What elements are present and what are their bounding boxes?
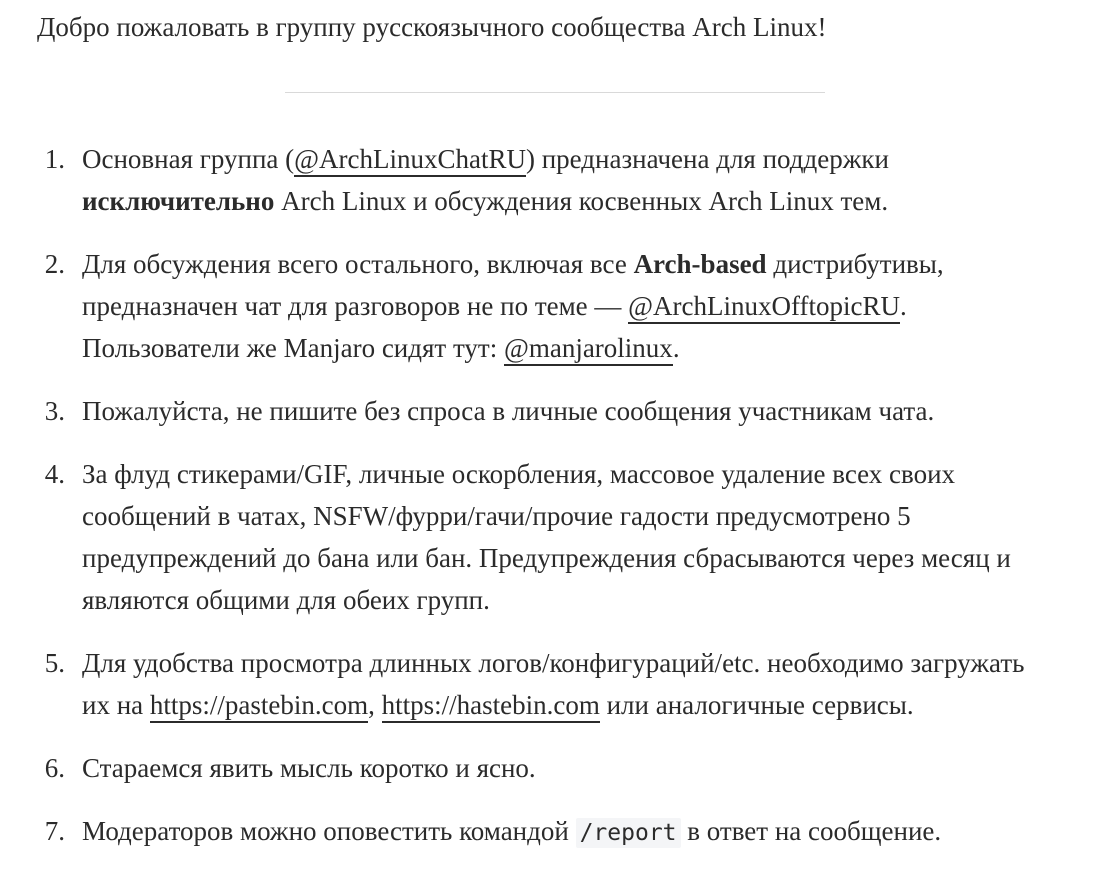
pastebin-link[interactable]: https://pastebin.com xyxy=(150,690,368,723)
emphasis-text: исключительно xyxy=(82,186,275,216)
archlinuxofftopicru-link[interactable]: @ArchLinuxOfftopicRU xyxy=(628,291,900,324)
rule-text: Основная группа (@ArchLinuxChatRU) предназначена для поддержки исключительно Arch Linux и обсуждения косвенных Arch Linux тем. xyxy=(82,144,889,216)
archlinuxchatru-link[interactable]: @ArchLinuxChatRU xyxy=(294,144,526,177)
rule-text: Стараемся явить мысль коротко и ясно. xyxy=(82,753,536,783)
rule-text: Для обсуждения всего остального, включая все Arch-based дистрибутивы, предназначен чат для разговоров не по теме — @ArchLinuxOfftopicRU. Пользователи же Manjaro сидят тут: @manjarolinux. xyxy=(82,243,1057,369)
rule-number: 6. xyxy=(44,753,65,783)
rule-text: Для удобства просмотра длинных логов/конфигураций/etc. необходимо загружать их на https://pastebin.com, https://hastebin.com или аналогичные сервисы. xyxy=(82,642,1057,726)
rule-number: 1. xyxy=(44,144,65,174)
report-command-code: /report xyxy=(576,818,681,848)
rule-number: 5. xyxy=(44,648,65,678)
rule-number: 2. xyxy=(44,249,65,279)
rule-number: 7. xyxy=(44,816,65,846)
hastebin-link[interactable]: https://hastebin.com xyxy=(382,690,600,723)
rule-number: 4. xyxy=(44,459,65,489)
intro-text: Добро пожаловать в группу русскоязычного сообщества Arch Linux! xyxy=(37,12,827,42)
emphasis-text: Arch-based xyxy=(633,249,767,279)
manjarolinux-link[interactable]: @manjarolinux xyxy=(504,333,673,366)
divider xyxy=(285,92,825,93)
rule-number: 3. xyxy=(44,396,65,426)
rule-text: Модераторов можно оповестить командой /report в ответ на сообщение. xyxy=(82,816,942,846)
rule-text: Пожалуйста, не пишите без спроса в личные сообщения участникам чата. xyxy=(82,396,935,426)
rule-text: За флуд стикерами/GIF, личные оскорбления, массовое удаление всех своих сообщений в чатах, NSFW/фурри/гачи/прочие гадости предусмотрено 5 предупреждений до бана или бан. Предупреждения сбрасываются через месяц и являются общими для обеих групп. xyxy=(82,459,1011,615)
